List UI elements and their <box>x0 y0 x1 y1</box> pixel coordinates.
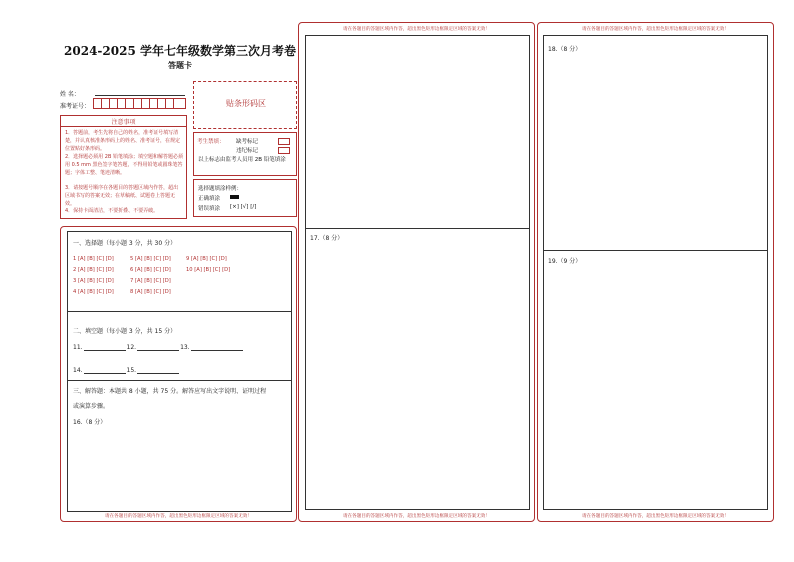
warning-bottom-1: 请在各题目的答题区域内作答，超出黑色矩形边框限定区域的答案无效！ <box>104 514 252 519</box>
barcode-label: 贴条形码区 <box>226 99 266 108</box>
warning-top-3: 请在各题目的答题区域内作答，超出黑色矩形边框限定区域的答案无效！ <box>581 27 729 32</box>
answer-panel-1 <box>60 226 297 522</box>
sample-box <box>193 179 297 217</box>
page-subtitle: 答题卡 <box>168 61 192 70</box>
violation-label: 违纪标记 <box>236 148 259 154</box>
warning-bottom-2: 请在各题目的答题区域内作答，超出黑色矩形边框限定区域的答案无效！ <box>342 514 490 519</box>
answer-area-16-continued[interactable] <box>306 36 529 228</box>
page-title: 2024-2025 学年七年级数学第三次月考卷 <box>64 44 296 58</box>
answer-panel-3 <box>537 22 774 522</box>
answer-area-17[interactable] <box>306 242 529 509</box>
question-19-label: 19.（9 分） <box>548 258 582 265</box>
absent-checkbox[interactable] <box>278 138 290 145</box>
notice-item-3: 3．请按题号顺序在各题目的答题区域内作答，超出区域书写的答案无效；在草稿纸、试题卷上答题无效。 <box>65 185 179 207</box>
section-divider-2 <box>68 380 291 381</box>
answer-panel-2 <box>298 22 535 522</box>
section1-title: 一、选择题（每小题 3 分，共 30 分） <box>73 240 177 247</box>
fill-blank-row-1[interactable]: 11. 12. 13. <box>73 344 244 351</box>
sample-wrong-label: 错误填涂 <box>198 206 221 212</box>
section3-title: 三、解答题：本题共 8 小题，共 75 分。解答应写出文字说明、证明过程 <box>73 388 267 395</box>
choice-row-7[interactable]: 7 [A] [B] [C] [D] <box>130 278 171 284</box>
answer-frame-1 <box>67 231 292 512</box>
sample-correct-label: 正确填涂 <box>198 196 221 202</box>
choice-row-9[interactable]: 9 [A] [B] [C] [D] <box>186 256 227 262</box>
name-field[interactable] <box>95 95 185 96</box>
section-divider-1 <box>68 311 291 312</box>
notice-item-2: 2．选择题必须用 2B 铅笔填涂；填空题和解答题必须用 0.5 mm 黑色签字笔答题，不得用铅笔或圆珠笔答题；字体工整、笔迹清晰。 <box>65 154 183 176</box>
sample-title: 选择题填涂样例： <box>198 186 243 192</box>
answer-area-19[interactable] <box>544 266 767 509</box>
question-18-label: 18.（8 分） <box>548 46 582 53</box>
answer-frame-2 <box>305 35 530 510</box>
violation-checkbox[interactable] <box>278 147 290 154</box>
id-label: 准考证号： <box>60 103 91 110</box>
warning-top-2: 请在各题目的答题区域内作答，超出黑色矩形边框限定区域的答案无效！ <box>342 27 490 32</box>
question-16-label: 16.（8 分） <box>73 419 107 426</box>
choice-row-2[interactable]: 2 [A] [B] [C] [D] <box>73 267 114 273</box>
choice-row-5[interactable]: 5 [A] [B] [C] [D] <box>130 256 171 262</box>
warning-bottom-3: 请在各题目的答题区域内作答，超出黑色矩形边框限定区域的答案无效！ <box>581 514 729 519</box>
section2-title: 二、填空题（每小题 3 分，共 15 分） <box>73 328 177 335</box>
question-divider-17 <box>306 228 529 229</box>
choice-row-1[interactable]: 1 [A] [B] [C] [D] <box>73 256 114 262</box>
section3-title-2: 或演算步骤。 <box>73 403 110 410</box>
choice-row-4[interactable]: 4 [A] [B] [C] [D] <box>73 289 114 295</box>
notice-item-4: 4．保持卡面清洁，不要折叠、不要弄破。 <box>65 208 159 214</box>
answer-frame-3 <box>543 35 768 510</box>
choice-row-10[interactable]: 10 [A] [B] [C] [D] <box>186 267 231 273</box>
name-label: 姓 名： <box>60 91 80 98</box>
question-divider-19 <box>544 250 767 251</box>
absent-label: 缺考标记 <box>236 139 259 145</box>
answer-area-16[interactable] <box>68 427 291 511</box>
choice-row-3[interactable]: 3 [A] [B] [C] [D] <box>73 278 114 284</box>
fill-blank-row-2[interactable]: 14. 15. <box>73 367 180 374</box>
marks-note: 以上标志由监考人员用 2B 铅笔填涂 <box>198 157 286 163</box>
answer-area-18[interactable] <box>544 54 767 250</box>
notice-item-1: 1．答题前，考生先将自己的姓名，准考证号填写清楚，并认真核准条形码上的姓名、准考证号，在规定位置贴好条形码。 <box>65 130 181 152</box>
marks-box <box>193 132 297 176</box>
barcode-area <box>193 81 297 129</box>
choice-row-8[interactable]: 8 [A] [B] [C] [D] <box>130 289 171 295</box>
notice-title: 注意事项 <box>111 119 136 126</box>
choice-row-6[interactable]: 6 [A] [B] [C] [D] <box>130 267 171 273</box>
notice-box <box>60 115 187 219</box>
filled-mark-icon <box>230 195 239 199</box>
question-17-label: 17.（8 分） <box>310 235 344 242</box>
id-grid[interactable] <box>93 98 186 109</box>
marks-label: 考生禁填： <box>197 139 225 145</box>
sample-wrong-marks: [×] [√] [/] <box>230 204 257 210</box>
